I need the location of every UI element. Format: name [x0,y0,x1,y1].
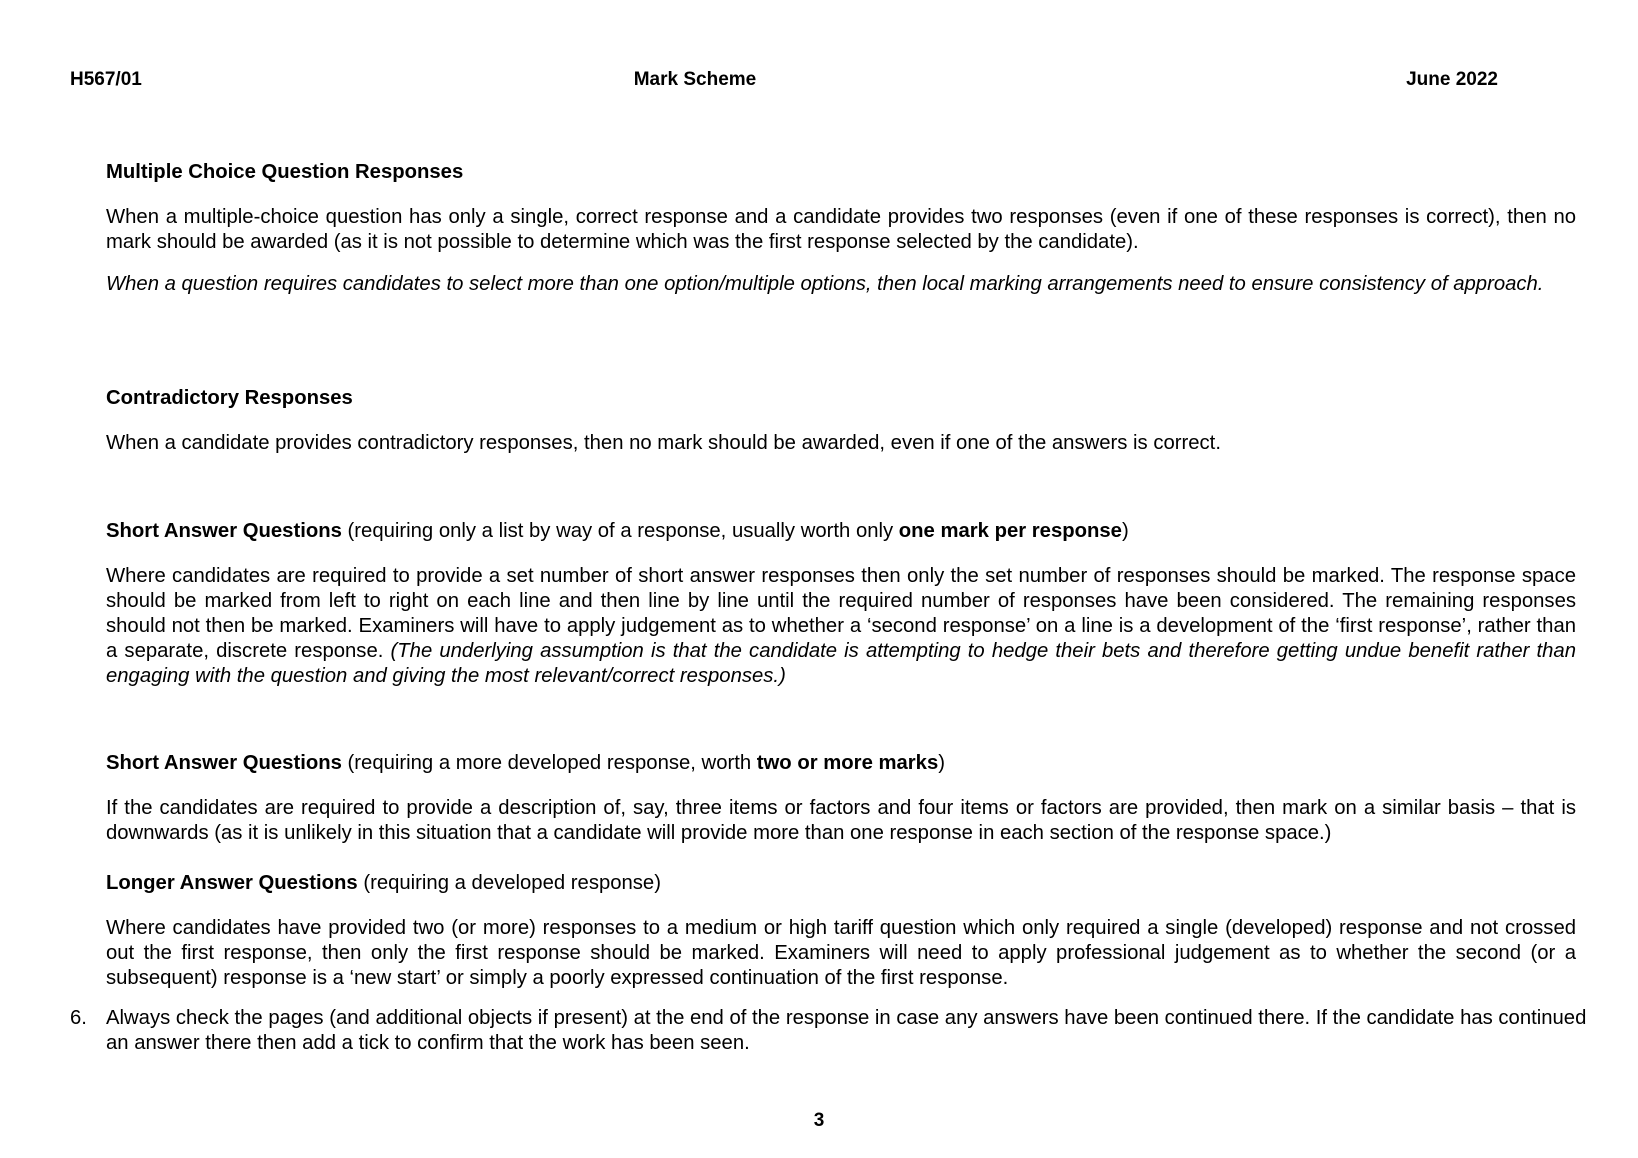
list-item-number: 6. [70,1007,87,1029]
exam-date: June 2022 [1406,69,1498,90]
page-header [70,69,1498,95]
section-heading-mcq: Multiple Choice Question Responses [106,161,464,183]
heading-close: ) [1121,520,1129,542]
heading-bold: Short Answer Questions [106,752,342,774]
heading-bold: Short Answer Questions [106,520,342,542]
paragraph-italic-note: (The underlying assumption is that the candidate is attempting to hedge their bets and therefore getting undue benefit rather than engaging with the question and giving the most relevant/correct responses.) [106,640,1576,687]
heading-text: (requiring a developed response) [357,872,661,894]
document-title: Mark Scheme [633,69,757,90]
paragraph-mcq-multiple: When a question requires candidates to select more than one option/multiple options, then local marking arrangements need to ensure consistency of approach. [106,273,1544,295]
heading-bold: Longer Answer Questions [106,872,358,894]
page-number: 3 [813,1110,825,1131]
section-heading-longer [106,871,661,896]
paragraph-longer: Where candidates have provided two (or more) responses to a medium or high tariff question which only required a single (developed) response and not crossed out the first response, then only the first response should be marked. Examiners will need to apply professional judgement as to whether the second (or a subsequent) response is a ‘new start’ or simply a poorly expressed continuation of the first response. [106,917,1576,989]
paragraph-text: Where candidates are required to provide a set number of short answer responses then only the set number of responses should be marked. The response space should be marked from left to right on each line and then line by line until the required number of responses have been considered. The remaining responses should not then be marked. Examiners will have to apply judgement as to whether a ‘second response’ on a line is a development of the ‘first response’, rather than a separate, discrete response. [106,565,1576,662]
list-item-text: Always check the pages (and additional objects if present) at the end of the response in case any answers have been continued there. If the candidate has continued an answer there then add a tick to confirm that the work has been seen. [106,1007,1587,1054]
heading-bold-emphasis: one mark per response [898,520,1122,542]
paper-code: H567/01 [70,69,142,90]
paragraph-contradictory: When a candidate provides contradictory responses, then no mark should be awarded, even if one of the answers is correct. [106,432,1221,454]
paragraph-short-developed: If the candidates are required to provide a description of, say, three items or factors and four items or factors are provided, then mark on a similar basis – that is downwards (as it is unlikely in this situation that a candidate will provide more than one response in each section of the response space.) [106,797,1576,844]
section-heading-contradictory: Contradictory Responses [106,387,353,409]
heading-text: (requiring only a list by way of a response, usually worth only [341,520,899,542]
paragraph-short-list [106,564,1576,689]
heading-text: (requiring a more developed response, worth [341,752,757,774]
heading-bold-emphasis: two or more marks [756,752,939,774]
heading-close: ) [938,752,946,774]
section-heading-short-list [106,519,1129,544]
section-heading-short-developed [106,751,945,776]
paragraph-mcq-single: When a multiple-choice question has only a single, correct response and a candidate provides two responses (even if one of these responses is correct), then no mark should be awarded (as it is not possible to determine which was the first response selected by the candidate). [106,206,1576,253]
